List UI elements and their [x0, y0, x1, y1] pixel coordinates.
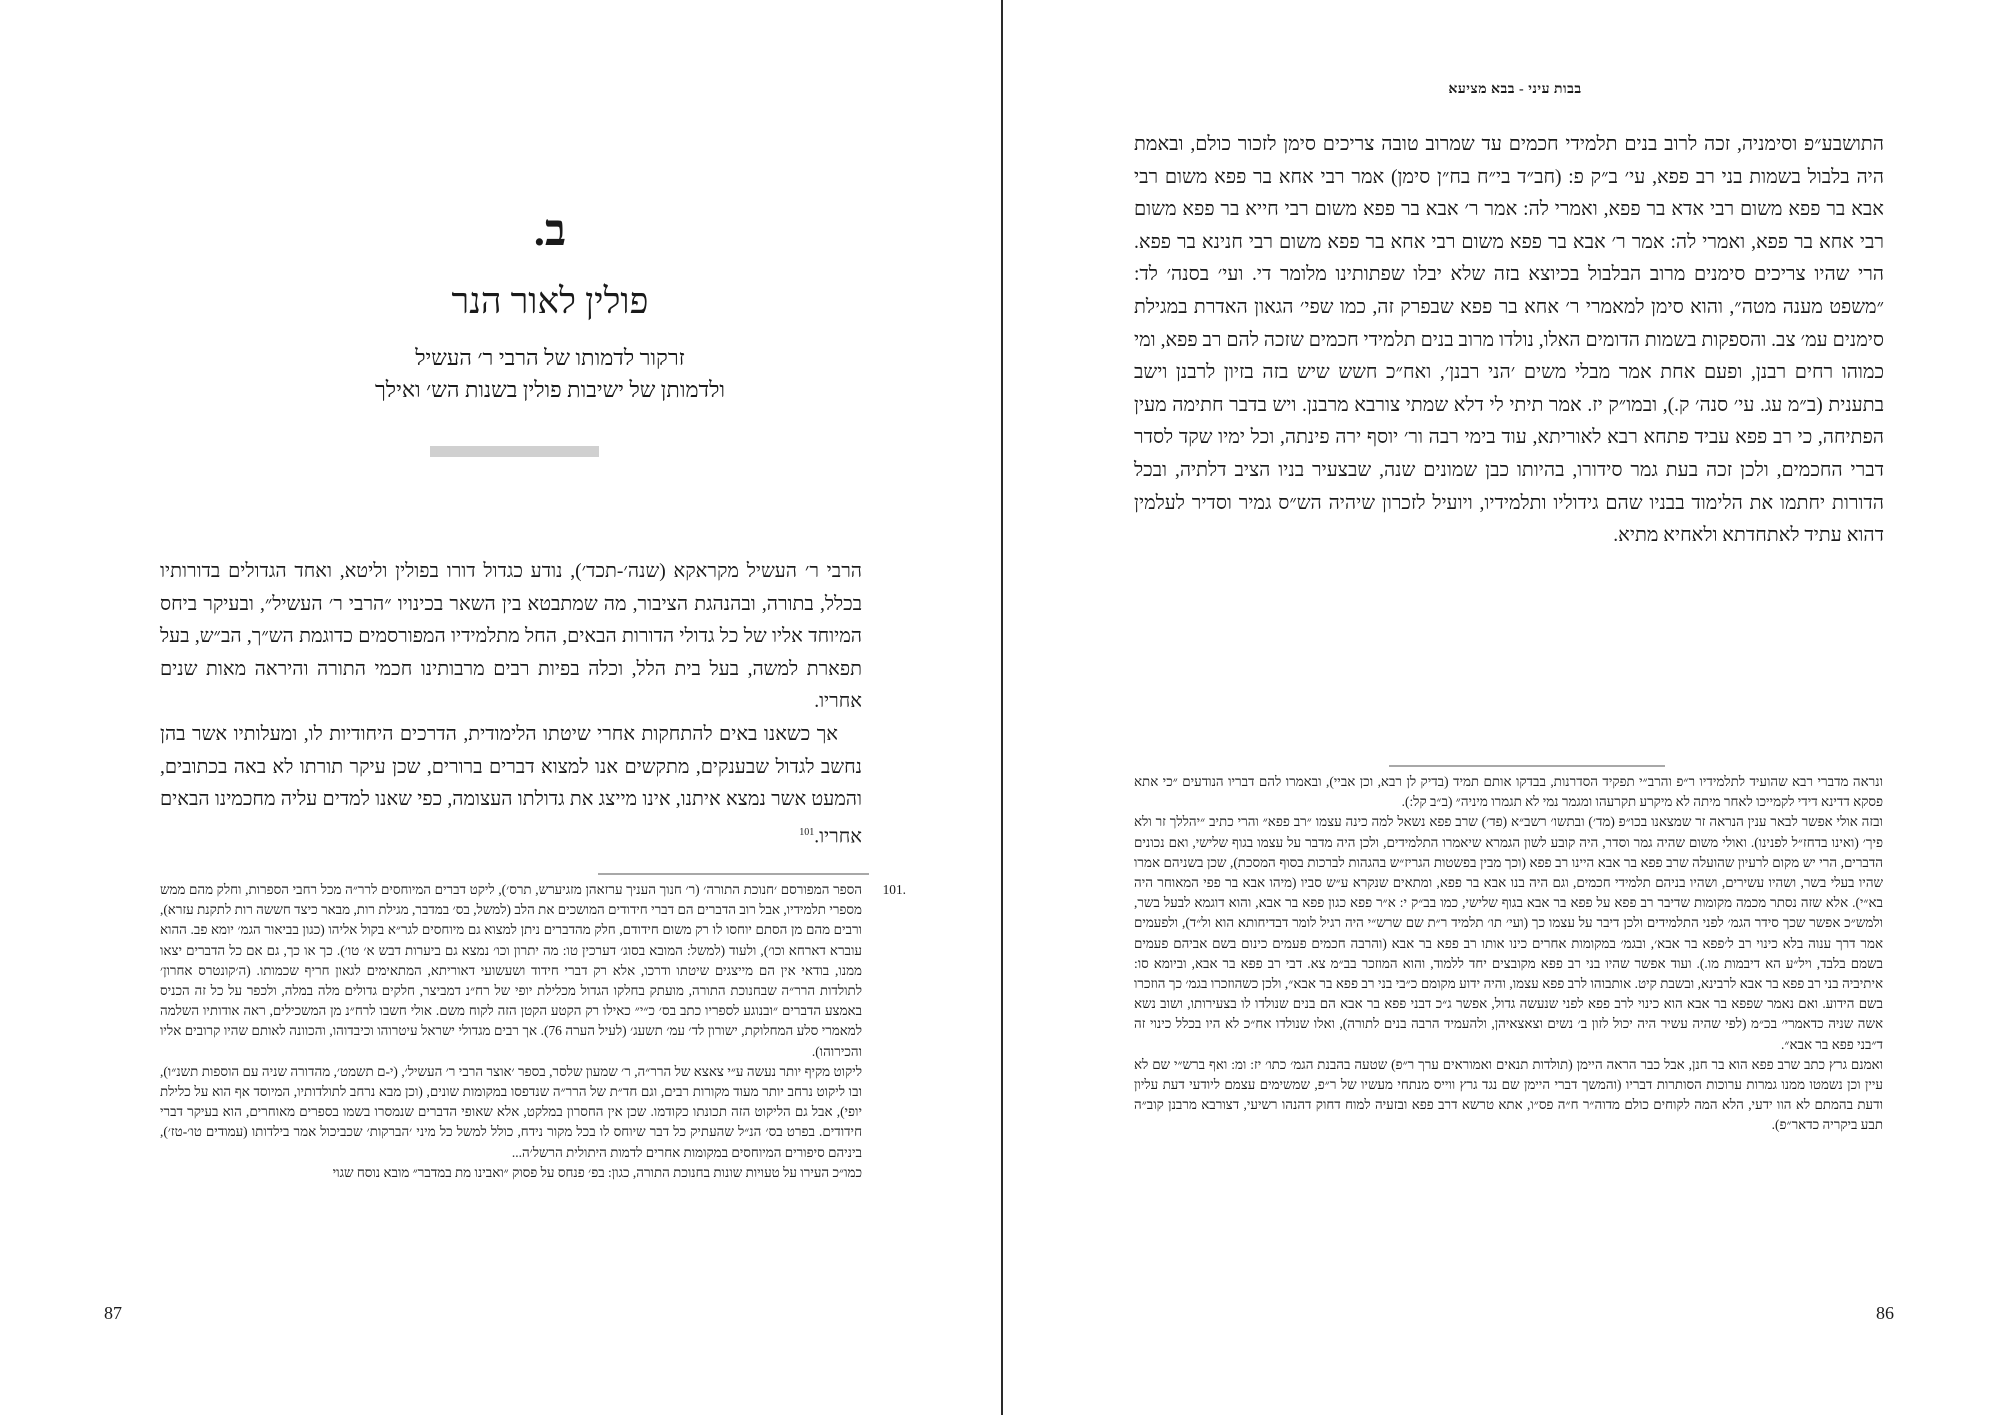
left-footnotes: [160, 880, 906, 1183]
subtitle-line: זרקור לדמותו של הרבי ר׳ העשיל: [415, 345, 685, 370]
body-paragraph: הרבי ר׳ העשיל מקראקא (שנה׳-תכד׳), נודע כגדול דורו בפולין וליטא, ואחד הגדולים בדורותיו בכלל, בתורה, ובהנהגת הציבור, מה שמתבטא בין השאר בכינויו ״הרבי ר׳ העשיל״, ובעיקר ביחס המיוחד אליו של כל גדולי הדורות הבאים, החל מתלמידיו המפורסמים כדוגמת הש״ך, הב״ש, בעל תפארת למשה, בעל בית הלל, וכלה בפיות רבים מרבותינו חכמי התורה והיראה מאות שנים אחריו.: [160, 561, 862, 713]
footnote-separator: [598, 873, 869, 875]
left-body-text: [160, 556, 862, 854]
right-footnotes: [1134, 772, 1883, 1136]
running-head: בבות עיני - בבא מציעא: [1448, 82, 1582, 97]
footnote-paragraph: כמו״כ העירו על טעויות שונות בחנוכת התורה, כגון: בפ׳ פנחס על פסוק ״ואבינו מת במדבר״ מובא נוסח שגוי: [332, 1164, 862, 1180]
footnote-reference[interactable]: 101: [799, 826, 815, 838]
heading-decorative-bar: [430, 446, 599, 457]
right-body-text: [1134, 129, 1884, 553]
footnote-separator: [1389, 765, 1665, 767]
chapter-title: פולין לאור הנר: [451, 281, 649, 321]
footnote-number: 101.: [882, 882, 906, 897]
footnote-paragraph: ונראה מדברי רבא שהועיד לתלמידיו ר״פ והרב״י תפקיד הסדרנות, בבדקו אותם תמיד (בדיק לן רבא, וכן אביי), ובאמרו להם דבריו הנודעים ״כי אתא פסקא דדינא דידי לקמייכו לאחר מיתה לא מיקרע תקרעהו ומגמר נמי לא תגמרו מיניה״ (ב״ב קל:).: [1134, 774, 1883, 810]
footnote-paragraph: ובזה אולי אפשר לבאר ענין הנראה זר שמצאנו בכו״פ (מד׳) ובתשו׳ רשב״א (פד׳) שרב פפא נשאל למה כינה עצמו ״רב פפא״ והרי כתיב ״יהללך זר ולא פיך׳ (ואינו בדחז״ל לפנינו). ואולי משום שהיה גמר וסדר, היה קובע לשון הגמרא שיאמרו התלמידים, ולכן היה מדבר על עצמו בגוף שלישי, ואם נכונים הדברים, הרי יש מקום לרעיון שהועלה שרב פפא בר אבא היינו רב פפא (וכך מבין בפשטות הגריז״ש בהגהות לברכות בסוף המסכת), שכן בשניהם אמרו שהיו בעלי בשר, ושהיו עשירים, ושהיו בניהם תלמידי חכמים, וגם היה בנו אבא בר פפא, ומתאים שנקרא ע״ש סביו (מיהו אבא בר פפי המאוחר היה בא״י). אלא שזה נסתר מכמה מקומות שדיבר רב פפא על פפא בר אבא בגוף שלישי, כמו בב״ק י: א״ר פפא כגון פפא בר אבא, והוא דוגמא לבעל בשר, ולמש״כ אפשר שכך סידר הגמ׳ לפני התלמידים ולכן דיבר על עצמו כך (ועי׳ תו׳ תלמיד ר״ת שם שרש״י היה רגיל לומר דבדיחותא הוא ול״ד), ולפעמים אמר דרך ענוה בלא כינוי רב ל׳פפא בר אבא׳, ובגמ׳ במקומות אחרים כינו אותו רב פפא בר אבא (והרבה חכמים פעמים כינום בשם אביהם פעמים בשמם בלבד, ויל״ע הא דיבמות מו.). ועוד אפשר שהיו בני רב פפא מקובצים יחד ללמוד, והוא המוזכר בב״מ צא. דבי רב פפא בר אבא, וביומא סו: איתיביה בני רב פפא בר אבא לרבינא, ובשבת קיט. אותבוהו לרב פפא עצמו, והיה ידוע מקומם כ״בי בני רב פפא בר אבא״, ולכן כשהוזכרו בגמ׳ כך הוזכרו בשם הידוע. ואם נאמר שפפא בר אבא הוא כינוי לרב פפא לפני שנעשה גדול, אפשר ג״כ דבני פפא בר אבא הם בנים שנולדו לו בצעירותו, ושוב נשא אשה שניה כדאמרי׳ בכ״מ (לפי שהיה עשיר היה יכול לזון ב׳ נשים וצאצאיהן, ולהעמיד הרבה בנים לתורה), ואלו שנולדו אח״כ לא היו בכלל כינוי זה ד״בני פפא בר אבא״.: [1134, 814, 1883, 1052]
page-number-left: 87: [104, 1303, 122, 1323]
page-number-right: 86: [1876, 1303, 1894, 1323]
body-paragraph: התושבע״פ וסימניה, זכה לרוב בנים תלמידי חכמים עד שמרוב טובה צריכים סימן לזכור כולם, ובאמת היה בלבול בשמות בני רב פפא, עי׳ ב״ק פ: (חב״ד בי״ח בח״ן סימן) אמר רבי אחא בר פפא משום רבי אבא בר פפא משום רבי אדא בר פפא, ואמרי לה: אמר ר׳ אבא בר פפא משום רבי חייא בר פפא משום רבי אחא בר פפא, ואמרי לה: אמר ר׳ אבא בר פפא משום רבי אחא בר פפא משום רבי חנינא בר פפא. הרי שהיו צריכים סימנים מרוב הבלבול בכיוצא בזה שלא יבלו שפתותינו מלומר די. ועי׳ בסנה׳ לד: ״משפט מענה מטה״, והוא סימן למאמרי ר׳ אחא בר פפא שבפרק זה, כמו שפי׳ הגאון האדרת במגילת סימנים עמ׳ צב. והספקות בשמות הדומים האלו, נולדו מרוב בנים תלמידי חכמים שזכה להם רב פפא, ומי כמוהו רחים רבנן, ופעם אחת אמר מבלי משים ׳הני רבנן׳, ואח״כ חשש שיש בזה בזיון לרבנן וישב בתענית (ב״מ עג. עי׳ סנה׳ ק.), ובמו״ק יז. אמר תיתי לי דלא שמתי צורבא מרבנן. ויש בדבר חתימה מעין הפתיחה, כי רב פפא עביד פתחא רבא לאוריתא, עוד בימי רבה ור׳ יוסף ירה פינתה, וכל ימיו שקד לסדר דברי החכמים, ולכן זכה בעת גמר סידורו, בהיותו כבן שמונים שנה, שבצעיר בניו הציב דלתיה, ובכל הדורות יחתמו את הלימוד בבניו שהם גידוליו ותלמידיו, ויועיל לזכרון שיהיה הש״ס גמיר וסדיר לעלמין דהוא עתיד לאתחדתא ולאחיא מתיא.: [1134, 134, 1884, 547]
body-paragraph: [160, 719, 862, 854]
chapter-letter: ב.: [533, 206, 567, 255]
footnote-paragraph: הספר המפורסם ׳חנוכת התורה׳ (ר׳ חנוך העניך ערזאהן מזגיערש, תרס׳), ליקט דברים המיוחסים לרר״ה מכל רחבי הספרות, וחלק מהם ממש מספרי תלמידיו, אבל רוב הדברים הם דברי חידודים המושכים את הלב (למשל, בס׳ במדבר, מגילת רות, מבאר כיצד חששה רות לתקנת עזרא), ורבים מהם מן הסתם יוחסו לו רק משום חידודם, חלק מהדברים ניתן למצוא גם מיוחסים לגר״א בקול אליהו (כגון בביאור הגמ׳ יומא פב. ההוא עוברא דארחא וכו׳), ולעוד (למשל: המובא בסוג׳ דערכין טו: מה יתרון וכו׳ נמצא גם ביערות דבש א׳ טו׳). כך או כך, גם אם כל הדברים יצאו ממנו, בודאי אין הם מייצגים שיטתו ודרכו, אלא רק דברי חידוד ושעשועי דאוריתא, המתאימים לגאון חריף שכמותו. (ה׳קונטרס אחרון׳ לתולדות הרר״ה שבחנוכת התורה, מועתק בחלקו הגדול מכלילת יופי של רח״נ דמביצר, חלקים גדולים מלה במלה, ולכפר על כל זה הכניס באמצע הדברים ״ובנוגע לספריו כתב בס׳ כ״י״ כאילו רק הקטע הקטן הזה לקוח משם. אולי חשבו לרח״נ מן המשכילים, ראה אודותיו השלמה למאמרי סלע המחלוקת, ישורון לד׳ עמ׳ תשעג׳ (לעיל הערה 76). אך רבים מגדולי ישראל עיטרוהו וכיבדוהו, והכוונה לאותם שהיו קרובים אליו והכירוהו).: [160, 882, 862, 1059]
paragraph-text: אך כשאנו באים להתחקות אחרי שיטתו הלימודית, הדרכים היחודיות לו, ומעלותיו אשר בהן נחשב לגדול שבענקים, מתקשים אנו למצוא דברים ברורים, שכן עיקר תורתו לא באה בכתובים, והמעט אשר נמצא איתנו, אינו מייצג את גדולתו העצומה, כפי שאנו למדים עליה מחכמינו הבאים אחריו.: [160, 723, 862, 848]
subtitle-line: ולדמותן של ישיבות פולין בשנות הש׳ ואילך: [374, 377, 726, 402]
chapter-subtitle: [300, 342, 800, 406]
footnote-paragraph: ליקוט מקיף יותר נעשה ע״י צאצא של הרר״ה, ר׳ שמעון שלסר, בספר ׳אוצר הרבי ר׳ העשיל׳, (י-ם תשמט׳, מהדורה שניה עם הוספות תשנ״ו), ובו ליקוט נרחב יותר מעוד מקורות רבים, וגם חד״ת של הרר״ה שנדפסו במקומות שונים, (וכן מבא נרחב לתולדותיו, המיוסד אף הוא על כלילת יופי), אבל גם הליקוט הזה תכונתו כקודמו. שכן אין החסרון במלקט, אלא שאופי הדברים שנמסרו בשמו בספרים מאוחרים, הוא בעיקר דברי חידודים. בפרט בס׳ הנ״ל שהעתיק כל דבר שיוחס לו בכל מקור נידח, כולל למשל כל מיני ׳הברקות׳ שכביכול אמר בילדותו (עמודים טו׳-טז׳), ביניהם סיפורים המיוחסים במקומות אחרים לדמות היתולית הרשל׳ה...: [160, 1063, 862, 1160]
footnote-paragraph: ואמנם גרץ כתב שרב פפא הוא בר חנן, אבל כבר הראה היימן (תולדות תנאים ואמוראים ערך ר״פ) שטעה בהבנת הגמ׳ כתו׳ יז: ומ: ואף ברש״י שם לא עיין וכן נשמטו ממנו גמרות ערוכות הסותרות דבריו (והמשך דברי היימן שם נגד גרץ ווייס מנתחי מעשיו של ר״פ, שמשימים עצמם ליודעי דעת עליון ודעת בהמתם לא הוו ידעי, הלא המה לקוחים כולם מדוה״ר ח״ה פס״ו, אתא טרשא דרב פפא ובזעיה למוח דחוק דהנהו רשיעי, דצורבא מרבנן קוב״ה תבע ביקריה כדאר״פ).: [1134, 1056, 1883, 1133]
book-spine-divider: [1001, 0, 1003, 1415]
